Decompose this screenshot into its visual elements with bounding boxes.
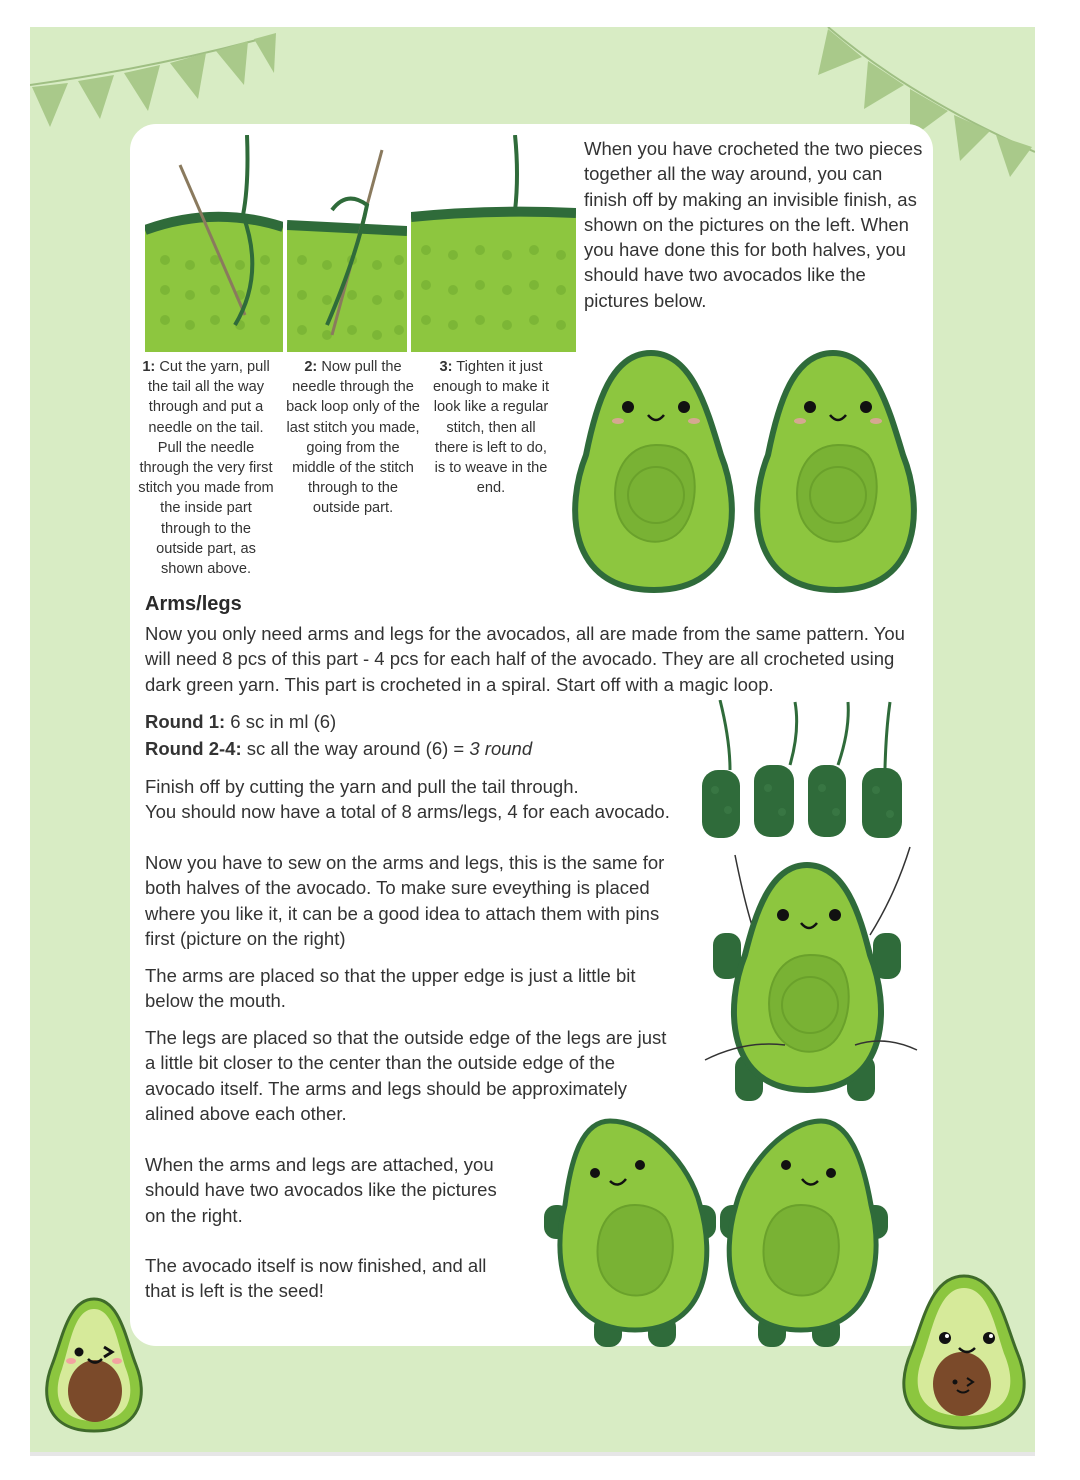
round-1 xyxy=(145,709,685,734)
step-3-text: Tighten it just enough to make it look like a regular stitch, then all there is left to do, is to weave in the end. xyxy=(432,359,550,497)
round-2-4 xyxy=(145,736,685,761)
step-3-number: 3: xyxy=(439,359,453,375)
step-1-text: Cut the yarn, pull the tail all the way through and put a needle on the tail. Pull the needle through the very first stitch you made from the inside part through to the outside part, as shown above. xyxy=(138,359,274,578)
arms-legs-heading: Arms/legs xyxy=(145,593,242,615)
round-2-text: sc all the way around (6) = xyxy=(241,738,470,759)
arms-placement: The arms are placed so that the upper edge is just a little bit below the mouth. xyxy=(145,965,636,1012)
round-1-label: Round 1: xyxy=(145,711,226,732)
pinned-avocado-photo xyxy=(695,845,920,1105)
cartoon-avocado-left-icon xyxy=(38,1295,150,1435)
intro-text: When you have crocheted the two pieces together all the way around, you can finish off by making an invisible finish, as shown on the pictures on the left. When you have done this for both halves, you should have two avocados like the pictures below. xyxy=(584,138,923,311)
round-1-text: 6 sc in ml (6) xyxy=(225,711,337,732)
sew-instructions: Now you have to sew on the arms and legs, this is the same for both halves of the avocado. To make sure eveything is placed where you like it, it can be a good idea to attach them with pins first (picture on the right) xyxy=(145,852,665,949)
step-3-photo xyxy=(411,135,576,352)
finish-line-2: You should now have a total of 8 arms/legs, 4 for each avocado. xyxy=(145,801,670,822)
step-1-caption xyxy=(136,357,276,579)
step-1-photo xyxy=(145,135,283,352)
finish-line-1: Finish off by cutting the yarn and pull the tail through. xyxy=(145,776,579,797)
step-2-caption xyxy=(286,357,420,519)
legs-placement: The legs are placed so that the outside edge of the legs are just a little bit closer to the center than the outside edge of the avocado itself. The arms and legs should be approximately alined above each other. xyxy=(145,1027,667,1124)
step-2-text: Now pull the needle through the back loop only of the last stitch you made, going from the middle of the stitch through to the outside part. xyxy=(286,359,420,517)
finished-avocados-photo xyxy=(540,1115,890,1350)
cartoon-avocado-right-icon xyxy=(893,1272,1035,1432)
step-2-photo xyxy=(287,135,407,352)
bunting-left-icon xyxy=(30,27,290,137)
finished-text: The avocado itself is now finished, and all that is left is the seed! xyxy=(145,1255,487,1302)
step-1-number: 1: xyxy=(142,359,156,375)
arms-legs-pieces-photo xyxy=(690,700,915,840)
round-2-italic: 3 round xyxy=(469,738,533,759)
round-2-label: Round 2-4: xyxy=(145,738,242,759)
avocado-halves-photo xyxy=(556,345,928,595)
attached-text: When the arms and legs are attached, you should have two avocados like the pictures on the right. xyxy=(145,1154,497,1226)
step-3-caption xyxy=(428,357,554,498)
arms-legs-intro: Now you only need arms and legs for the avocados, all are made from the same pattern. You will need 8 pcs of this part - 4 pcs for each half of the avocado. They are all crocheted using dark green yarn. This part is crocheted in a spiral. Start off with a magic loop. xyxy=(145,623,905,695)
page-edge xyxy=(30,1452,1035,1456)
step-2-number: 2: xyxy=(304,359,318,375)
